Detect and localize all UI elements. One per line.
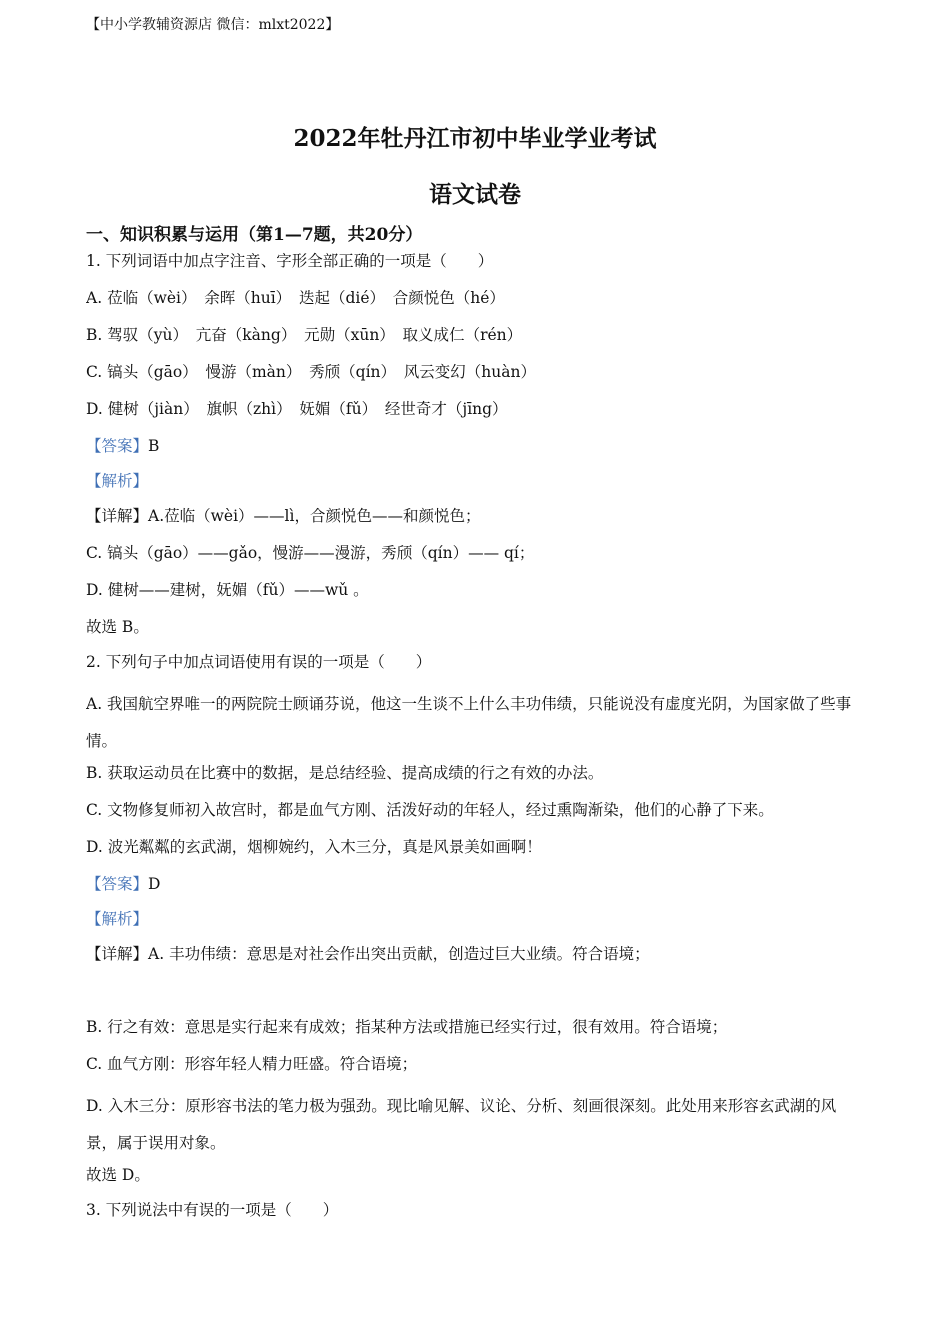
text-segment: （qín） 风云变 — [340, 363, 451, 381]
text-segment: （qín）—— qí； — [412, 544, 535, 562]
emphasis-dotted — [325, 838, 387, 856]
emphasis-dotted — [220, 289, 236, 307]
q1-detail-c — [86, 540, 866, 577]
q2-analysis-label: 【解析】 — [86, 910, 149, 928]
emphasis-dotted — [309, 801, 371, 819]
emphasis-char: 分 — [371, 834, 387, 860]
emphasis-char: 气 — [324, 797, 340, 823]
emphasis-char: 木 — [340, 834, 356, 860]
emphasis-char: 莅 — [164, 503, 180, 529]
emphasis-char: 功 — [526, 686, 542, 723]
text-segment: A. 我国航空界唯一的两院院士顾诵芬说，他这一生谈不上什么 — [86, 695, 511, 713]
answer-value: D — [148, 875, 161, 893]
answer-label: 【答案】 — [86, 437, 149, 455]
q1-detail-a: 【详解】A.莅临（wèi）——lì，合颜悦色——和颜悦色； — [86, 503, 866, 540]
emphasis-char: 误 — [199, 1197, 215, 1223]
emphasis-char: 有 — [276, 649, 292, 675]
text-segment: 头（gāo）——gǎo，慢游——漫游，秀 — [122, 544, 397, 562]
text-segment: 游（màn） 秀 — [220, 363, 325, 381]
q2-detail-c: C. 血气方刚：形容年轻人精力旺盛。符合语境； — [86, 1055, 418, 1073]
text-segment: D. — [86, 400, 108, 418]
emphasis-char: 效 — [526, 760, 542, 786]
emphasis-dotted — [205, 363, 221, 381]
emphasis-char: 绩 — [557, 686, 573, 723]
emphasis-dotted — [449, 326, 465, 344]
q1-analysis-label: 【解析】 — [86, 472, 149, 490]
emphasis-dotted — [107, 289, 123, 307]
q3-stem: 3. 下列说法中有误的一项是（ ） — [86, 1197, 866, 1234]
emphasis-char: 正 — [338, 248, 354, 274]
emphasis-char: 勋 — [320, 322, 336, 348]
text-segment: 、活泼好动的年轻人，经过熏陶渐染，他们的心静了下来。 — [370, 801, 774, 819]
emphasis-char: 有 — [510, 760, 526, 786]
text-segment: C. 文物修复师初入故宫时，都是 — [86, 801, 309, 819]
emphasis-dotted — [479, 764, 541, 782]
emphasis-dotted — [325, 363, 341, 381]
emphasis-char: 丰 — [510, 686, 526, 723]
emphasis-dotted — [397, 544, 413, 562]
emphasis-char: 刚 — [355, 797, 371, 823]
emphasis-char: 妩 — [216, 577, 232, 603]
emphasis-char: 入 — [325, 834, 341, 860]
q1-stem: 1. 下列词语中加点字注音、字形全部正确的一项是（ ） — [86, 248, 866, 285]
q2-conclusion: 故选 D。 — [86, 1166, 150, 1184]
emphasis-char: 迭 — [299, 285, 315, 311]
emphasis-char: 确 — [354, 248, 370, 274]
emphasis-char: 行 — [479, 760, 495, 786]
text-segment: C. — [86, 544, 108, 562]
emphasis-char: 颜 — [408, 285, 424, 311]
emphasis-dotted — [385, 400, 401, 418]
text-segment: D. 健树——建树， — [86, 581, 217, 599]
emphasis-char: 颀 — [397, 540, 413, 566]
emphasis-dotted — [450, 363, 466, 381]
emphasis-char: 经 — [385, 396, 401, 422]
emphasis-char: 之 — [495, 760, 511, 786]
emphasis-dotted — [164, 507, 180, 525]
text-segment: （yù） — [138, 326, 196, 344]
emphasis-char: 方 — [340, 797, 356, 823]
emphasis-dotted — [299, 289, 315, 307]
text-segment: （huī） — [235, 289, 299, 307]
text-segment: 临（wèi） 余 — [122, 289, 220, 307]
emphasis-char: 亢 — [196, 322, 212, 348]
q2-option-d — [86, 834, 866, 871]
emphasis-char: 幻 — [450, 359, 466, 385]
header-note: 【中小学教辅资源店 微信：mlxt2022】 — [86, 17, 340, 33]
text-segment: A. — [86, 289, 108, 307]
text-segment: （xūn） 取义成 — [335, 326, 450, 344]
q2-option-a — [86, 686, 866, 760]
text-segment: 起（dié） 合 — [314, 289, 409, 307]
emphasis-dotted — [338, 252, 369, 270]
answer-value: B — [148, 437, 160, 455]
emphasis-dotted — [183, 1201, 214, 1219]
emphasis-char: 莅 — [107, 285, 123, 311]
q2-answer — [86, 871, 866, 906]
text-segment: C. — [86, 363, 108, 381]
emphasis-dotted — [222, 400, 238, 418]
text-segment: D. 波光粼粼的玄武湖，烟柳婉约， — [86, 838, 325, 856]
q2-detail-a: 【详解】A. 丰功伟绩：意思是对社会作出突出贡献，创造过巨大业绩。符合语境； — [86, 945, 650, 963]
q1-option-b — [86, 322, 866, 359]
text-segment: B. 驾 — [86, 326, 123, 344]
text-segment: ，真是风景美如画啊！ — [386, 838, 542, 856]
q1-conclusion: 故选 B。 — [86, 618, 149, 636]
text-segment: ，只能说没有虚度光阴，为国家做了些事情。 — [86, 695, 852, 750]
text-segment: （rén） — [464, 326, 523, 344]
emphasis-char: 伟 — [541, 686, 557, 723]
q1-option-c — [86, 359, 866, 396]
text-segment: 临（wèi）——lì，合颜悦色——和颜悦色； — [179, 507, 481, 525]
q1-detail-d — [86, 577, 866, 614]
q2-detail-b: B. 行之有效：意思是实行起来有成效；指某种方法或措施已经实行过，很有效用。符合语境； — [86, 1018, 728, 1036]
text-segment: （huàn） — [465, 363, 536, 381]
emphasis-dotted — [216, 581, 232, 599]
text-segment: 世奇才（jīng） — [400, 400, 508, 418]
emphasis-dotted — [408, 289, 424, 307]
text-segment: （zhì） — [237, 400, 300, 418]
text-segment: 悦色（hé） — [423, 289, 505, 307]
emphasis-char: 帜 — [222, 396, 238, 422]
text-segment: 头（gāo） — [122, 363, 206, 381]
text-segment: A. — [148, 507, 165, 525]
answer-label: 【答案】 — [86, 875, 149, 893]
emphasis-dotted — [510, 695, 572, 713]
text-segment: 奋（kàng） 元 — [211, 326, 320, 344]
emphasis-char: 晖 — [220, 285, 236, 311]
emphasis-char: 血 — [309, 797, 325, 823]
emphasis-char: 驭 — [123, 322, 139, 348]
q2-stem: 2. 下列句子中加点词语使用有误的一项是（ ） — [86, 649, 866, 686]
text-segment: B. 获取运动员在比赛中的数据，是总结经验、提高成绩的 — [86, 764, 480, 782]
exam-subtitle: 语文试卷 — [429, 181, 521, 208]
exam-title: 2022年牡丹江市初中毕业学业考试 — [293, 125, 657, 152]
section-title: 一、知识积累与运用（第1—7题，共20分） — [86, 225, 423, 245]
emphasis-char: 有 — [183, 1197, 199, 1223]
emphasis-dotted — [108, 400, 124, 418]
q2-option-c — [86, 797, 866, 834]
emphasis-dotted — [196, 326, 212, 344]
q1-answer — [86, 433, 866, 468]
text-segment: 的办法。 — [541, 764, 604, 782]
emphasis-dotted — [107, 363, 123, 381]
exam-content — [86, 248, 866, 1234]
q1-option-a — [86, 285, 866, 322]
text-segment: 树（jiàn） 旗 — [123, 400, 222, 418]
q2-option-b — [86, 760, 866, 797]
emphasis-dotted — [299, 400, 315, 418]
q2-detail-d: D. 入木三分：原形容书法的笔力极为强劲。现比喻见解、议论、分析、刻画很深刻。此处用来形容玄武湖的风景，属于误用对象。 — [86, 1097, 837, 1152]
emphasis-char: 三 — [356, 834, 372, 860]
text-segment: 媚（fǔ） — [314, 400, 385, 418]
emphasis-char: 妩 — [299, 396, 315, 422]
emphasis-dotted — [107, 544, 123, 562]
emphasis-dotted — [123, 326, 139, 344]
emphasis-char: 镐 — [107, 359, 123, 385]
q1-option-d — [86, 396, 866, 433]
emphasis-char: 仁 — [449, 322, 465, 348]
emphasis-char: 颀 — [325, 359, 341, 385]
emphasis-char: 慢 — [205, 359, 221, 385]
emphasis-char: 镐 — [107, 540, 123, 566]
emphasis-dotted — [276, 653, 307, 671]
emphasis-dotted — [320, 326, 336, 344]
text-segment: 媚（fǔ）——wǔ 。 — [231, 581, 369, 599]
emphasis-char: 误 — [292, 649, 308, 675]
emphasis-char: 健 — [108, 396, 124, 422]
